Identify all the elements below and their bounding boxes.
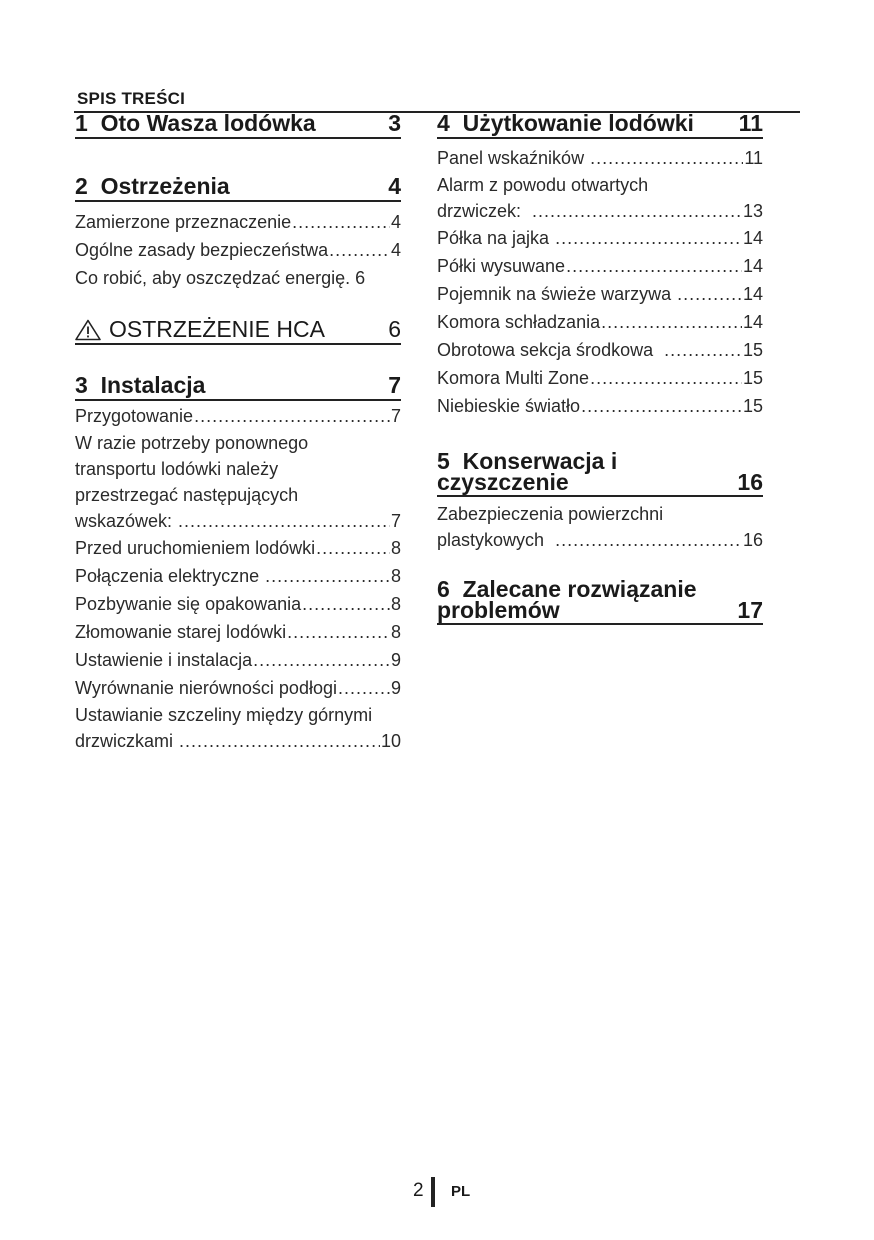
hca-warning-heading[interactable]: [75, 318, 401, 345]
section-5-title-line2: czyszczenie: [437, 469, 569, 495]
section-1-title: Oto Wasza lodówka: [100, 110, 316, 136]
toc-heading: SPIS TREŚCI: [77, 89, 186, 108]
section-2-entries: [75, 208, 401, 292]
toc-entry[interactable]: Przed uruchomieniem lodówki ..... 8: [75, 534, 401, 562]
toc-entry[interactable]: Obrotowa sekcja środkowa ..... 15: [437, 336, 763, 364]
section-6-page: 17: [737, 597, 763, 623]
section-4-heading[interactable]: 4 Użytkowanie lodówki 11: [437, 112, 763, 139]
page-number: 2: [413, 1180, 424, 1201]
toc-entry[interactable]: Alarm z powodu otwartych drzwiczek: ..... 13: [437, 172, 763, 224]
section-2-title: Ostrzeżenia: [100, 173, 230, 199]
toc-entry[interactable]: W razie potrzeby ponownego transportu lodówki należy przestrzegać następujących wskazówek: ..... 7: [75, 430, 401, 534]
toc-entry[interactable]: Pozbywanie się opakowania ..... 8: [75, 590, 401, 618]
toc-entry[interactable]: Przygotowanie ..... 7: [75, 402, 401, 430]
toc-entry[interactable]: Złomowanie starej lodówki ..... 8: [75, 618, 401, 646]
toc-entry[interactable]: Niebieskie światło ..... 15: [437, 392, 763, 420]
toc-entry[interactable]: Co robić, aby oszczędzać energię. 6: [75, 268, 366, 288]
section-3-title: Instalacja: [100, 372, 206, 398]
section-3-heading[interactable]: 3 Instalacja 7: [75, 374, 401, 401]
hca-warning-title: OSTRZEŻENIE HCA: [109, 316, 325, 342]
hca-warning-page: 6: [388, 316, 401, 342]
toc-right-column: [437, 112, 763, 625]
section-5-title-line1: Konserwacja i: [462, 448, 618, 474]
warning-triangle-icon: [75, 319, 101, 341]
section-6-heading[interactable]: 6 Zalecane rozwiązanie problemów 17: [437, 576, 763, 623]
section-1-page: 3: [388, 110, 401, 136]
toc-entry[interactable]: Zabezpieczenia powierzchni plastykowych ..... 16: [437, 501, 763, 553]
toc-left-column: [75, 112, 401, 754]
toc-entry[interactable]: Komora schładzania ..... 14: [437, 308, 763, 336]
toc-entry[interactable]: Zamierzone przeznaczenie ..... 4: [75, 208, 401, 236]
section-5-entries: [437, 501, 763, 553]
section-4-title: Użytkowanie lodówki: [462, 110, 694, 136]
toc-entry[interactable]: Komora Multi Zone ..... 15: [437, 364, 763, 392]
section-2-heading[interactable]: 2 Ostrzeżenia 4: [75, 175, 401, 202]
footer-divider: [431, 1177, 435, 1207]
toc-entry[interactable]: Połączenia elektryczne ..... 8: [75, 562, 401, 590]
toc-entry[interactable]: Panel wskaźników ..... 11: [437, 144, 763, 172]
section-6-title-line1: Zalecane rozwiązanie: [462, 576, 697, 602]
section-5-page: 16: [737, 469, 763, 495]
toc-entry[interactable]: Ustawienie i instalacja ..... 9: [75, 646, 401, 674]
section-2-page: 4: [388, 173, 401, 199]
section-3-entries: [75, 402, 401, 754]
toc-entry[interactable]: Ogólne zasady bezpieczeństwa ..... 4: [75, 236, 401, 264]
toc-entry[interactable]: Wyrównanie nierówności podłogi ..... 9: [75, 674, 401, 702]
section-4-page: 11: [738, 110, 763, 136]
toc-entry[interactable]: Półki wysuwane ..... 14: [437, 252, 763, 280]
section-1-heading[interactable]: 1 Oto Wasza lodówka 3: [75, 112, 401, 139]
section-3-page: 7: [388, 372, 401, 398]
section-6-title-line2: problemów: [437, 597, 560, 623]
toc-entry[interactable]: Półka na jajka ..... 14: [437, 224, 763, 252]
language-code: PL: [451, 1183, 471, 1200]
section-5-heading[interactable]: 5 Konserwacja i czyszczenie 16: [437, 448, 763, 495]
section-4-entries: [437, 144, 763, 420]
toc-entry[interactable]: Ustawianie szczeliny między górnymi drzwiczkami ..... 10: [75, 702, 401, 754]
toc-entry[interactable]: Pojemnik na świeże warzywa ..... 14: [437, 280, 763, 308]
